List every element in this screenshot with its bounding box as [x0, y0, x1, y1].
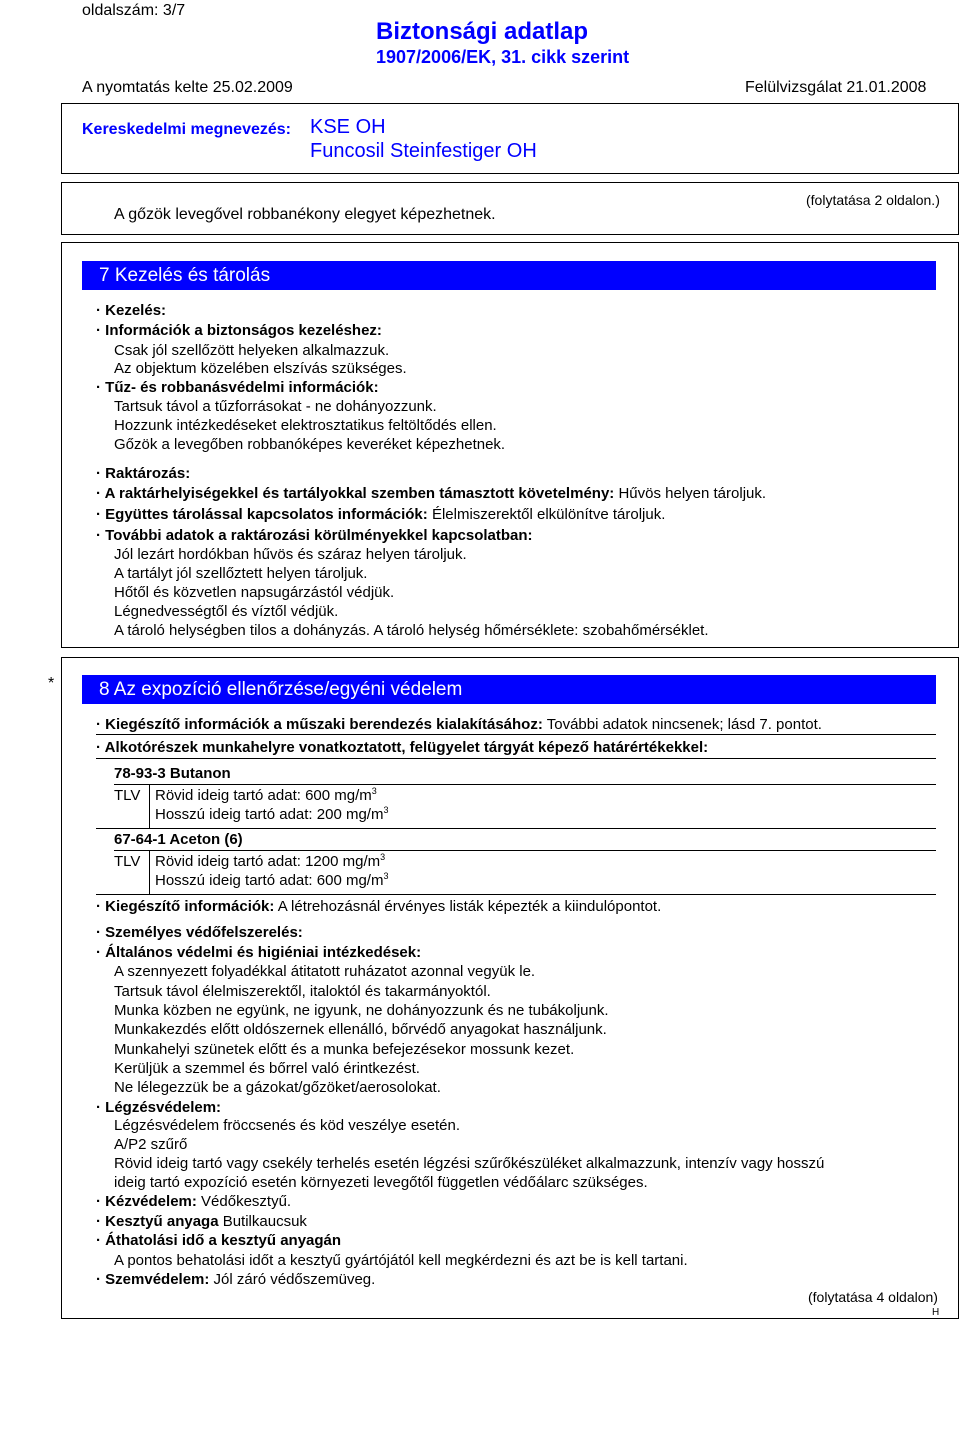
- substance-name: 67-64-1 Aceton (6): [114, 831, 243, 848]
- substance-limit-type: TLV: [114, 787, 141, 804]
- text-line: [96, 506, 665, 524]
- tech-info-text: További adatok nincsenek; lásd 7. pontot.: [542, 716, 822, 733]
- line-text: A pontos behatolási időt a kesztyű gyártójától kell megkérdezni és azt be is kell tartani.: [114, 1252, 688, 1269]
- line-text: Rövid ideig tartó vagy csekély terhelés esetén légzési szűrőkészüléket alkalmazzunk, intenzív vagy hosszú: [114, 1155, 825, 1172]
- change-marker: *: [48, 675, 55, 692]
- page-number: oldalszám: 3/7: [82, 2, 186, 19]
- line-text: Az objektum közelében elszívás szükséges.: [114, 360, 407, 377]
- text-line: [96, 1213, 307, 1231]
- line-text: Hozzunk intézkedéseket elektrosztatikus feltöltődés ellen.: [114, 417, 497, 434]
- extra-info-label: · Kiegészítő információk:: [96, 898, 275, 915]
- text-line: [114, 1041, 574, 1059]
- limits-line: [96, 739, 708, 757]
- substance-limit-type: TLV: [114, 853, 141, 870]
- tech-info-line: [96, 716, 822, 734]
- document-subtitle: 1907/2006/EK, 31. cikk szerint: [376, 47, 630, 67]
- line-text: Hőtől és közvetlen napsugárzástól védjük.: [114, 584, 395, 601]
- text-line: [114, 1060, 420, 1078]
- line-label: · Kezelés:: [96, 302, 167, 319]
- line-text: A/P2 szűrő: [114, 1136, 188, 1153]
- line-text: Ne lélegezzük be a gázokat/gőzöket/aerosolokat.: [114, 1079, 441, 1096]
- document-title: Biztonsági adatlap: [376, 18, 589, 45]
- line-text: Munka közben ne együnk, ne igyunk, ne dohányozzunk és ne tubákoljunk.: [114, 1002, 609, 1019]
- text-line: [114, 342, 389, 360]
- trade-name-1: KSE OH: [310, 116, 386, 138]
- trade-name-label: Kereskedelmi megnevezés:: [82, 121, 291, 138]
- short-term-limit: Rövid ideig tartó adat: 600 $mg/m^3$: [155, 786, 377, 804]
- continued-from: (folytatása 2 oldalon.): [806, 192, 940, 208]
- divider: [96, 894, 936, 895]
- text-line: [96, 924, 303, 942]
- line-text: Csak jól szellőzött helyeken alkalmazzuk.: [114, 342, 390, 359]
- text-line: [114, 417, 497, 435]
- line-label: · További adatok a raktározási körülményekkel kapcsolatban:: [96, 527, 533, 544]
- text-line: [114, 1079, 441, 1097]
- section-7-title: 7 Kezelés és tárolás: [82, 261, 936, 290]
- text-line: [96, 322, 382, 340]
- substance-name: 78-93-3 Butanon: [114, 765, 231, 782]
- text-line: [114, 1174, 648, 1192]
- text-line: [114, 603, 338, 621]
- text-line: [114, 1155, 824, 1173]
- text-line: [114, 398, 437, 416]
- line-label: · Raktározás:: [96, 465, 191, 482]
- line-text: A szennyezett folyadékkal átitatott ruházatot azonnal vegyük le.: [114, 963, 536, 980]
- divider: [96, 734, 936, 735]
- extra-info-line: [96, 898, 661, 916]
- line-label: · Általános védelmi és higiéniai intézkedések:: [96, 944, 422, 961]
- divider: [96, 828, 936, 829]
- line-text: Védőkesztyű.: [196, 1193, 292, 1210]
- line-text: A tároló helységben tilos a dohányzás. A tároló helység hőmérséklete: szobahőmérséklet.: [114, 622, 709, 639]
- text-line: [114, 1002, 609, 1020]
- text-line: [96, 1099, 221, 1117]
- line-text: Butilkaucsuk: [218, 1213, 307, 1230]
- line-label: · Légzésvédelem:: [96, 1099, 222, 1116]
- trade-name-2: Funcosil Steinfestiger OH: [310, 140, 537, 162]
- line-label: · Kézvédelem:: [96, 1193, 197, 1210]
- table-divider: [149, 851, 150, 894]
- line-label: · Szemvédelem:: [96, 1271, 210, 1288]
- revision-date: Felülvizsgálat 21.01.2008: [745, 79, 927, 96]
- table-divider: [149, 785, 150, 828]
- line-label: · Tűz- és robbanásvédelmi információk:: [96, 379, 379, 396]
- extra-info-text: A létrehozásnál érvényes listák képezték a kiindulópontot.: [274, 898, 662, 915]
- text-line: [114, 983, 491, 1001]
- line-text: Légnedvességtől és víztől védjük.: [114, 603, 339, 620]
- line-label: · A raktárhelyiségekkel és tartályokkal szemben támasztott követelmény:: [96, 485, 615, 502]
- text-line: [114, 1252, 688, 1270]
- text-line: [96, 1271, 375, 1289]
- line-text: Gőzök a levegőben robbanóképes keveréket képezhetnek.: [114, 436, 506, 453]
- text-line: [114, 1136, 187, 1154]
- text-line: [114, 1021, 607, 1039]
- text-line: [96, 1232, 341, 1250]
- divider: [114, 850, 936, 851]
- line-label: · Információk a biztonságos kezeléshez:: [96, 322, 382, 339]
- line-text: Jól záró védőszemüveg.: [209, 1271, 376, 1288]
- text-line: [96, 527, 533, 545]
- line-label: · Személyes védőfelszerelés:: [96, 924, 303, 941]
- line-label: · Együttes tárolással kapcsolatos információk:: [96, 506, 428, 523]
- text-line: [96, 379, 379, 397]
- line-text: Hűvös helyen tároljuk.: [614, 485, 767, 502]
- text-line: [114, 584, 394, 602]
- line-text: Jól lezárt hordókban hűvös és száraz helyen tároljuk.: [114, 546, 467, 563]
- line-text: Munkahelyi szünetek előtt és a munka befejezésekor mossunk kezet.: [114, 1041, 575, 1058]
- print-date: A nyomtatás kelte 25.02.2009: [82, 79, 293, 96]
- text-line: [114, 963, 535, 981]
- line-text: Kerüljük a szemmel és bőrrel való érintkezést.: [114, 1060, 420, 1077]
- long-term-limit: Hosszú ideig tartó adat: 600 $mg/m^3$: [155, 871, 389, 889]
- divider: [114, 784, 936, 785]
- divider: [96, 758, 936, 759]
- line-text: Tartsuk távol a tűzforrásokat - ne dohányozzunk.: [114, 398, 437, 415]
- text-line: [96, 944, 421, 962]
- text-line: [114, 565, 367, 583]
- line-label: · Áthatolási idő a kesztyű anyagán: [96, 1232, 342, 1249]
- line-label: · Kesztyű anyaga: [96, 1213, 219, 1230]
- short-term-limit: Rövid ideig tartó adat: 1200 $mg/m^3$: [155, 852, 386, 870]
- text-line: [96, 302, 166, 320]
- line-text: A tartályt jól szellőztett helyen tároljuk.: [114, 565, 368, 582]
- line-text: ideig tartó expozíció esetén környezeti levegőtől független védőálarc szükséges.: [114, 1174, 648, 1191]
- text-line: [96, 465, 190, 483]
- section-8-title: 8 Az expozíció ellenőrzése/egyéni védelem: [82, 675, 936, 704]
- line-text: Légzésvédelem fröccsenés és köd veszélye esetén.: [114, 1117, 461, 1134]
- limits-label: · Alkotórészek munkahelyre vonatkoztatott, felügyelet tárgyát képező határértékekkel:: [96, 739, 709, 756]
- text-line: [114, 436, 505, 454]
- line-text: Munkakezdés előtt oldószernek ellenálló, bőrvédő anyagokat használjunk.: [114, 1021, 607, 1038]
- continuation-text: A gőzök levegővel robbanékony elegyet képezhetnek.: [114, 206, 496, 223]
- tech-info-label: · Kiegészítő információk a műszaki berendezés kialakításához:: [96, 716, 543, 733]
- line-text: Élelmiszerektől elkülönítve tároljuk.: [427, 506, 666, 523]
- continued-to: (folytatása 4 oldalon): [808, 1289, 938, 1305]
- text-line: [114, 546, 467, 564]
- text-line: [96, 1193, 291, 1211]
- text-line: [114, 1117, 460, 1135]
- text-line: [114, 360, 407, 378]
- text-line: [114, 622, 709, 640]
- long-term-limit: Hosszú ideig tartó adat: 200 $mg/m^3$: [155, 805, 389, 823]
- text-line: [96, 485, 766, 503]
- line-text: Tartsuk távol élelmiszerektől, italoktól és takarmányoktól.: [114, 983, 491, 1000]
- footer-mark: H: [932, 1307, 940, 1318]
